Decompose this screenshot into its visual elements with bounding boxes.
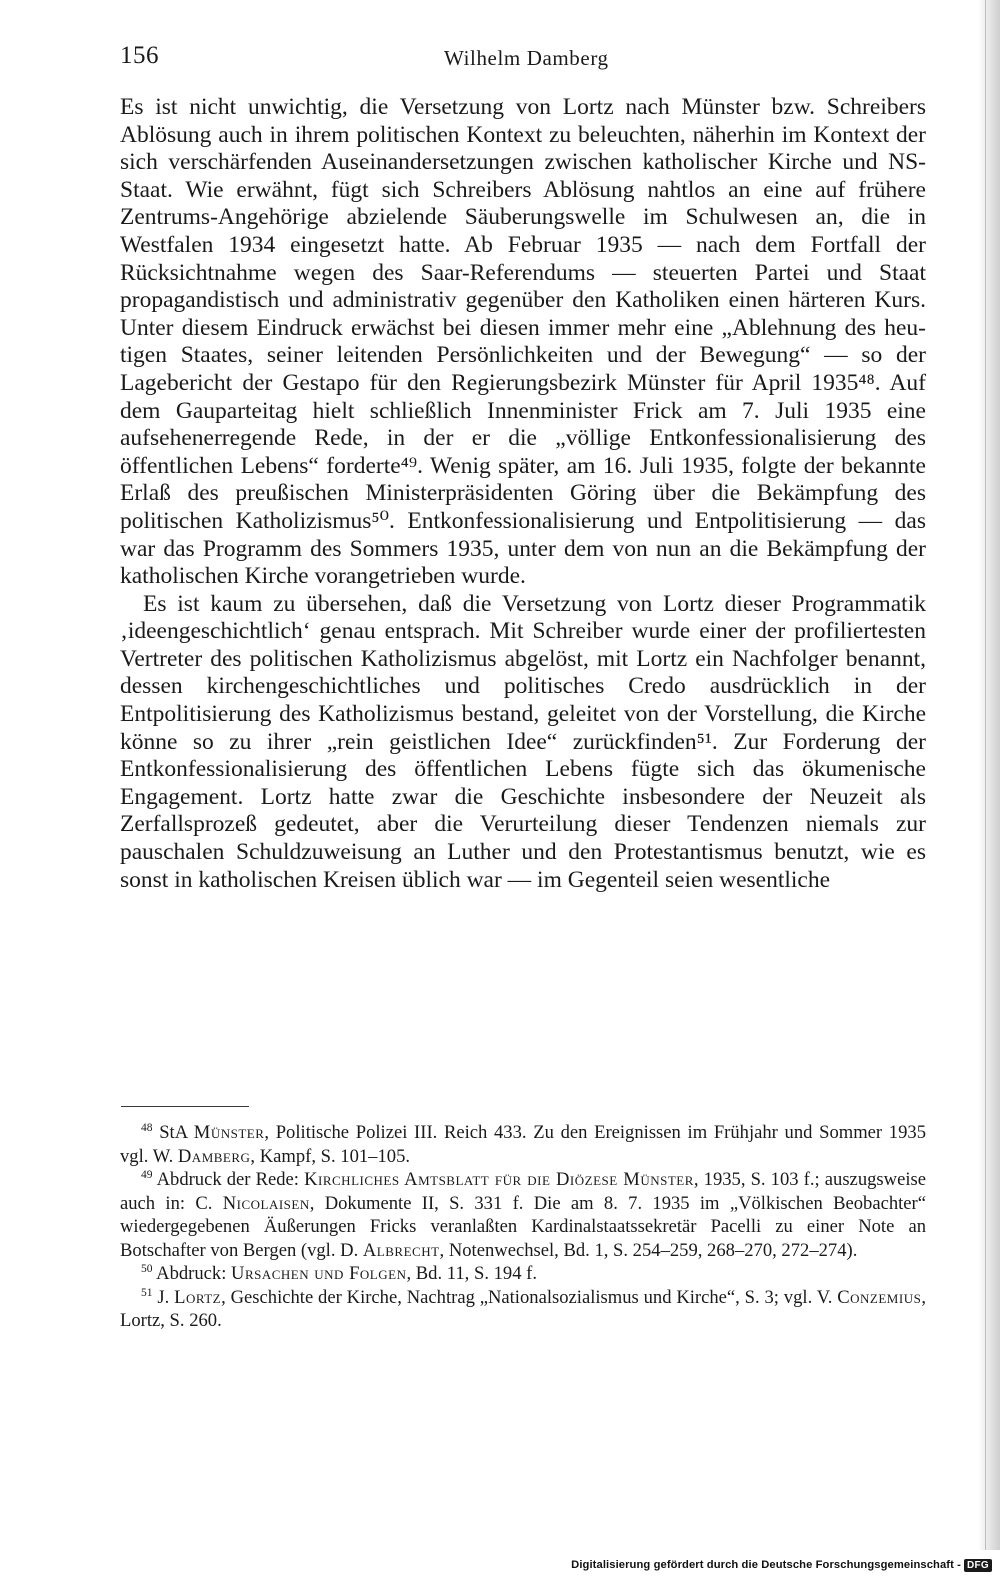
footnote-smallcaps: Conzemius (837, 1286, 922, 1308)
footnote-smallcaps: Nicolaisen (222, 1192, 310, 1214)
funding-note: Digitalisierung gefördert durch die Deutsche Forschungsgemeinschaft - (571, 1559, 961, 1571)
footnote-number: 48 (141, 1122, 153, 1135)
footnote-text: Abdruck: (156, 1263, 232, 1284)
dfg-logo-icon: DFG (964, 1559, 992, 1572)
footnote-text: , Geschichte der Kirche, Nachtrag „Nationalsozialismus und Kirche“, S. 3; vgl. V. (221, 1286, 838, 1308)
footnote-number: 49 (141, 1169, 153, 1182)
paragraph-1: Es ist nicht unwichtig, die Versetzung von Lortz nach Münster bzw. Schreibers Ablösung auch in ihrem politischen Kontext zu beleuchten, näherhin im Kontext der sich verschärfenden Auseinandersetzungen zwischen katholischer Kirche und NS-Staat. Wie erwähnt, fügt sich Schreibers Ablösung nahtlos an eine auf frühere Zentrums-Angehörige abzielende Säuberungswelle im Schulwesen an, die in Westfalen 1934 eingesetzt hatte. Ab Februar 1935 — nach dem Fortfall der Rücksichtnahme wegen des Saar-Referendums — steuerten Partei und Staat propagandistisch und administrativ gegenüber den Katholiken einen härteren Kurs. Unter diesem Eindruck erwächst bei diesen immer mehr eine „Ablehnung des heutigen Staates, seiner leitenden Persönlichkeiten und der Bewegung“ — so der Lagebericht der Gestapo für den Regierungsbezirk Münster für April 1935⁴⁸. Auf dem Gauparteitag hielt schließlich Innenminister Frick am 7. Juli 1935 eine aufsehenerregende Rede, in der er die „völlige Entkonfessionalisierung des öffentlichen Lebens“ forderte⁴⁹. Wenig später, am 16. Juli 1935, folgte der bekannte Erlaß des preußischen Ministerpräsidenten Göring über die Bekämpfung des politischen Katholizismus⁵⁰. Entkonfessionalisierung und Entpolitisierung — das war das Programm des Sommers 1935, unter dem von nun an die Bekämpfung der katholischen Kirche vorangetrieben wurde. (120, 94, 926, 590)
footnote-text: , Politische Polizei III. Reich 433. Zu den Ereignissen im Frühjahr und Sommer 1935 vgl. W. (120, 1122, 926, 1167)
footnote-text: , Lortz, S. 260. (120, 1286, 926, 1331)
footnote-smallcaps: Albrecht (362, 1239, 440, 1261)
footnote-51 (120, 1286, 926, 1333)
footnote-text: , Notenwechsel, Bd. 1, S. 254–259, 268–270, 272–274). (439, 1239, 858, 1261)
paragraph-2: Es ist kaum zu übersehen, daß die Versetzung von Lortz dieser Programmatik ‚ideengeschichtlich‘ genau entsprach. Mit Schreiber wurde einer der profiliertesten Vertreter des politischen Katholizismus abgelöst, mit Lortz ein Nachfolger benannt, dessen kirchengeschichtliches und politisches Credo ausdrücklich in der Entpolitisierung des Katholizismus bestand, geleitet von der Vorstellung, die Kirche könne so zu ihrer „rein geistlichen Idee“ zurückfinden⁵¹. Zur Forderung der Entkonfessionalisierung des öffentlichen Lebens fügte sich das ökumenische Engagement. Lortz hatte zwar die Geschichte insbesondere der Neuzeit als Zerfallsprozeß gedeutet, aber die Verurteilung dieser Tendenzen niemals zur pauschalen Schuldzuweisung an Luther und den Protestantismus benutzt, wie es sonst in katholischen Kreisen üblich war — im Gegenteil seien wesentliche (120, 590, 926, 893)
footnote-smallcaps: Ursachen und Folgen (231, 1263, 407, 1284)
footnote-smallcaps: Münster (193, 1122, 265, 1143)
footnote-text: , Bd. 11, S. 194 f. (406, 1263, 537, 1284)
footnote-text: StA (159, 1122, 194, 1143)
page-edge-line (985, 0, 986, 1550)
footnote-number: 51 (141, 1286, 153, 1299)
footnote-text: , Dokumente II, S. 331 f. Die am 8. 7. 1935 im „Völkischen Beobachter“ wiedergegebenen Äußerungen Fricks veranlaßten Kardinalstaatssekretär Pacelli zu einer Note an Botschafter von Bergen (vgl. D. (120, 1192, 926, 1261)
footnote-text: Abdruck der Rede: (156, 1169, 305, 1190)
footnotes (120, 1121, 926, 1333)
footnote-separator (121, 1106, 249, 1107)
footnote-49 (120, 1168, 926, 1262)
footnote-48 (120, 1121, 926, 1168)
footnote-text: J. (157, 1286, 175, 1308)
running-title: Wilhelm Damberg (444, 46, 609, 70)
footnote-number: 50 (141, 1263, 153, 1276)
footnote-text: , Kampf, S. 101–105. (250, 1145, 411, 1167)
footnote-smallcaps: Kirchliches Amtsblatt für die Diözese Münster (304, 1169, 694, 1190)
digitization-footer (571, 1555, 992, 1575)
body-text (120, 94, 926, 894)
footnote-smallcaps: Damberg (177, 1145, 251, 1167)
footnote-text: , 1935, S. 103 f.; auszugsweise auch in: C. (120, 1169, 926, 1214)
page-edge-shadow (978, 0, 1000, 1550)
footnote-50 (120, 1262, 926, 1286)
running-head (120, 42, 920, 76)
footnote-smallcaps: Lortz (174, 1286, 222, 1308)
page-number: 156 (120, 42, 159, 69)
